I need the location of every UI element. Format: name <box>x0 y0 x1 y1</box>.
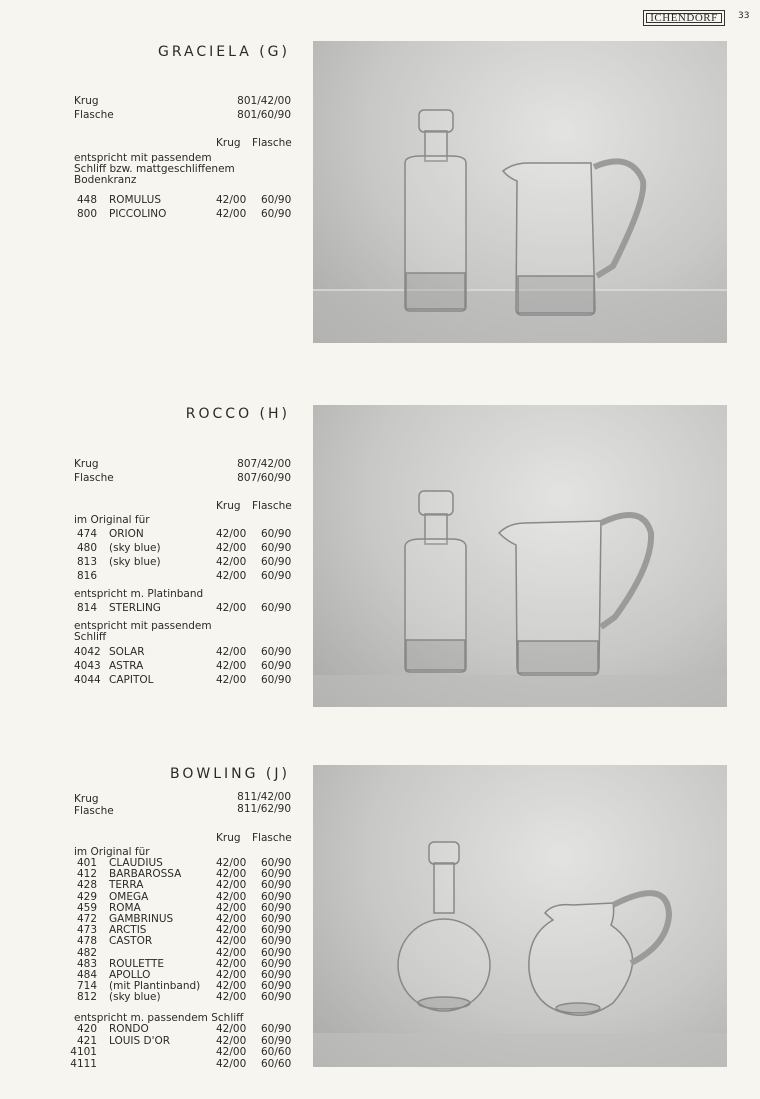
row-krug: 42/00 <box>216 969 247 981</box>
row-name: (sky blue) <box>109 556 161 568</box>
row-number: 473 <box>76 924 97 937</box>
brand-box: ICHENDORF <box>643 10 725 26</box>
group-label: Schliff <box>74 631 107 643</box>
row-number: 714 <box>76 980 97 993</box>
row-flasche: 60/60 <box>261 1057 292 1070</box>
row-flasche: 60/90 <box>261 570 292 582</box>
row-number: 472 <box>76 913 97 925</box>
row-krug: 42/00 <box>216 1057 247 1070</box>
row-name: ARCTIS <box>109 924 147 937</box>
row-number: 4101 <box>70 1046 97 1058</box>
row-number: 429 <box>76 890 97 903</box>
row-krug: 42/00 <box>216 857 247 869</box>
row-krug: 42/00 <box>216 194 247 206</box>
row-number: 4042 <box>74 646 101 658</box>
product-photo <box>313 405 727 707</box>
row-flasche: 60/90 <box>261 935 292 948</box>
row-name: BARBAROSSA <box>109 868 182 881</box>
col-header-flasche: Flasche <box>252 137 292 149</box>
row-number: 428 <box>76 879 97 892</box>
row-krug: 42/00 <box>216 542 247 554</box>
row-krug: 42/00 <box>216 879 247 892</box>
col-header-krug: Krug <box>216 500 241 512</box>
col-header-flasche: Flasche <box>252 500 292 512</box>
row-flasche: 60/90 <box>261 1034 292 1047</box>
col-header-flasche: Flasche <box>252 832 292 844</box>
bottle-graphic <box>398 842 490 1011</box>
row-name: (sky blue) <box>109 542 161 554</box>
flasche-label: Flasche <box>74 472 114 484</box>
row-krug: 42/00 <box>216 1023 247 1035</box>
krug-code: 811/42/00 <box>237 791 291 803</box>
row-number: 4043 <box>74 660 101 672</box>
group-label: im Original für <box>74 846 150 858</box>
row-flasche: 60/90 <box>261 890 292 903</box>
row-flasche: 60/90 <box>261 194 292 206</box>
row-flasche: 60/90 <box>261 879 292 892</box>
note-line: Schliff bzw. mattgeschliffenem <box>74 163 235 175</box>
group-label: im Original für <box>74 514 150 526</box>
row-krug: 42/00 <box>216 208 247 220</box>
row-flasche: 60/60 <box>261 1046 292 1058</box>
row-flasche: 60/90 <box>261 957 292 970</box>
section-title: ROCCO (H) <box>185 406 290 422</box>
row-krug: 42/00 <box>216 602 247 614</box>
row-krug: 42/00 <box>216 957 247 970</box>
row-name: APOLLO <box>109 969 151 981</box>
bottle-graphic <box>405 491 466 672</box>
note-line: Bodenkranz <box>74 174 137 186</box>
row-number: 412 <box>76 868 97 881</box>
row-number: 478 <box>76 935 97 948</box>
row-krug: 42/00 <box>216 946 247 959</box>
row-flasche: 60/90 <box>261 208 292 220</box>
row-name: SOLAR <box>109 646 145 658</box>
section-title: GRACIELA (G) <box>157 44 290 60</box>
row-krug: 42/00 <box>216 868 247 881</box>
row-name: ROMA <box>109 901 141 914</box>
row-number: 4044 <box>74 674 101 686</box>
col-header-krug: Krug <box>216 137 241 149</box>
row-name: CLAUDIUS <box>109 857 163 869</box>
flasche-code: 811/62/90 <box>237 803 291 815</box>
row-number: 420 <box>76 1023 97 1035</box>
krug-label: Krug <box>74 95 99 107</box>
row-number: 484 <box>76 969 97 981</box>
row-number: 800 <box>76 208 97 220</box>
row-krug: 42/00 <box>216 890 247 903</box>
row-flasche: 60/90 <box>261 924 292 937</box>
row-number: 816 <box>76 570 97 582</box>
row-name: (mit Plantinband) <box>109 980 201 993</box>
row-number: 401 <box>76 857 97 869</box>
row-krug: 42/00 <box>216 1034 247 1047</box>
row-number: 421 <box>76 1034 97 1047</box>
row-name: CASTOR <box>109 935 153 948</box>
jug-graphic <box>499 515 651 675</box>
row-flasche: 60/90 <box>261 556 292 568</box>
krug-label: Krug <box>74 793 99 805</box>
row-name: CAPITOL <box>109 674 154 686</box>
row-number: 482 <box>76 946 97 959</box>
product-photo <box>313 765 727 1067</box>
note-line: entspricht mit passendem <box>74 152 212 164</box>
row-number: 459 <box>76 901 97 914</box>
row-krug: 42/00 <box>216 901 247 914</box>
row-krug: 42/00 <box>216 991 247 1004</box>
krug-code: 807/42/00 <box>237 458 291 470</box>
row-flasche: 60/90 <box>261 991 292 1004</box>
jug-graphic <box>529 893 669 1015</box>
flasche-label: Flasche <box>74 805 114 817</box>
row-krug: 42/00 <box>216 924 247 937</box>
row-flasche: 60/90 <box>261 1023 292 1035</box>
group-label: entspricht m. passendem Schliff <box>74 1012 244 1024</box>
row-name: OMEGA <box>109 890 149 903</box>
row-number: 4111 <box>70 1057 97 1070</box>
krug-label: Krug <box>74 458 99 470</box>
row-name: STERLING <box>109 602 161 614</box>
row-krug: 42/00 <box>216 1046 247 1058</box>
row-number: 813 <box>76 556 97 568</box>
row-name: RONDO <box>109 1023 149 1035</box>
flasche-code: 801/60/90 <box>237 109 291 121</box>
section-title: BOWLING (J) <box>170 766 290 782</box>
flasche-code: 807/60/90 <box>237 472 291 484</box>
row-flasche: 60/90 <box>261 528 292 540</box>
group-label: entspricht mit passendem <box>74 620 212 632</box>
row-krug: 42/00 <box>216 660 247 672</box>
row-flasche: 60/90 <box>261 901 292 914</box>
row-krug: 42/00 <box>216 935 247 948</box>
row-flasche: 60/90 <box>261 646 292 658</box>
product-photo <box>313 41 727 343</box>
row-flasche: 60/90 <box>261 602 292 614</box>
flasche-label: Flasche <box>74 109 114 121</box>
row-name: ROULETTE <box>109 957 165 970</box>
row-flasche: 60/90 <box>261 674 292 686</box>
row-krug: 42/00 <box>216 674 247 686</box>
row-number: 812 <box>76 991 97 1004</box>
row-krug: 42/00 <box>216 570 247 582</box>
page-number: 33 <box>738 11 750 21</box>
row-name: TERRA <box>109 879 144 892</box>
row-name: ASTRA <box>109 660 144 672</box>
row-krug: 42/00 <box>216 913 247 925</box>
row-name: GAMBRINUS <box>109 913 174 925</box>
row-flasche: 60/90 <box>261 660 292 672</box>
row-number: 480 <box>76 542 97 554</box>
row-flasche: 60/90 <box>261 857 292 869</box>
krug-code: 801/42/00 <box>237 95 291 107</box>
row-flasche: 60/90 <box>261 980 292 993</box>
row-flasche: 60/90 <box>261 542 292 554</box>
row-krug: 42/00 <box>216 646 247 658</box>
row-number: 448 <box>76 194 97 206</box>
group-label: entspricht m. Platinband <box>74 588 204 600</box>
row-number: 483 <box>76 957 97 970</box>
row-name: (sky blue) <box>109 991 161 1004</box>
row-krug: 42/00 <box>216 528 247 540</box>
row-flasche: 60/90 <box>261 969 292 981</box>
bottle-graphic <box>405 110 466 311</box>
row-flasche: 60/90 <box>261 913 292 925</box>
row-name: ORION <box>109 528 144 540</box>
row-flasche: 60/90 <box>261 868 292 881</box>
row-name: LOUIS D'OR <box>109 1034 171 1047</box>
col-header-krug: Krug <box>216 832 241 844</box>
row-flasche: 60/90 <box>261 946 292 959</box>
row-number: 474 <box>76 528 97 540</box>
row-krug: 42/00 <box>216 556 247 568</box>
row-number: 814 <box>76 602 97 614</box>
row-name: ROMULUS <box>109 194 161 206</box>
row-name: PICCOLINO <box>109 208 167 220</box>
row-krug: 42/00 <box>216 980 247 993</box>
